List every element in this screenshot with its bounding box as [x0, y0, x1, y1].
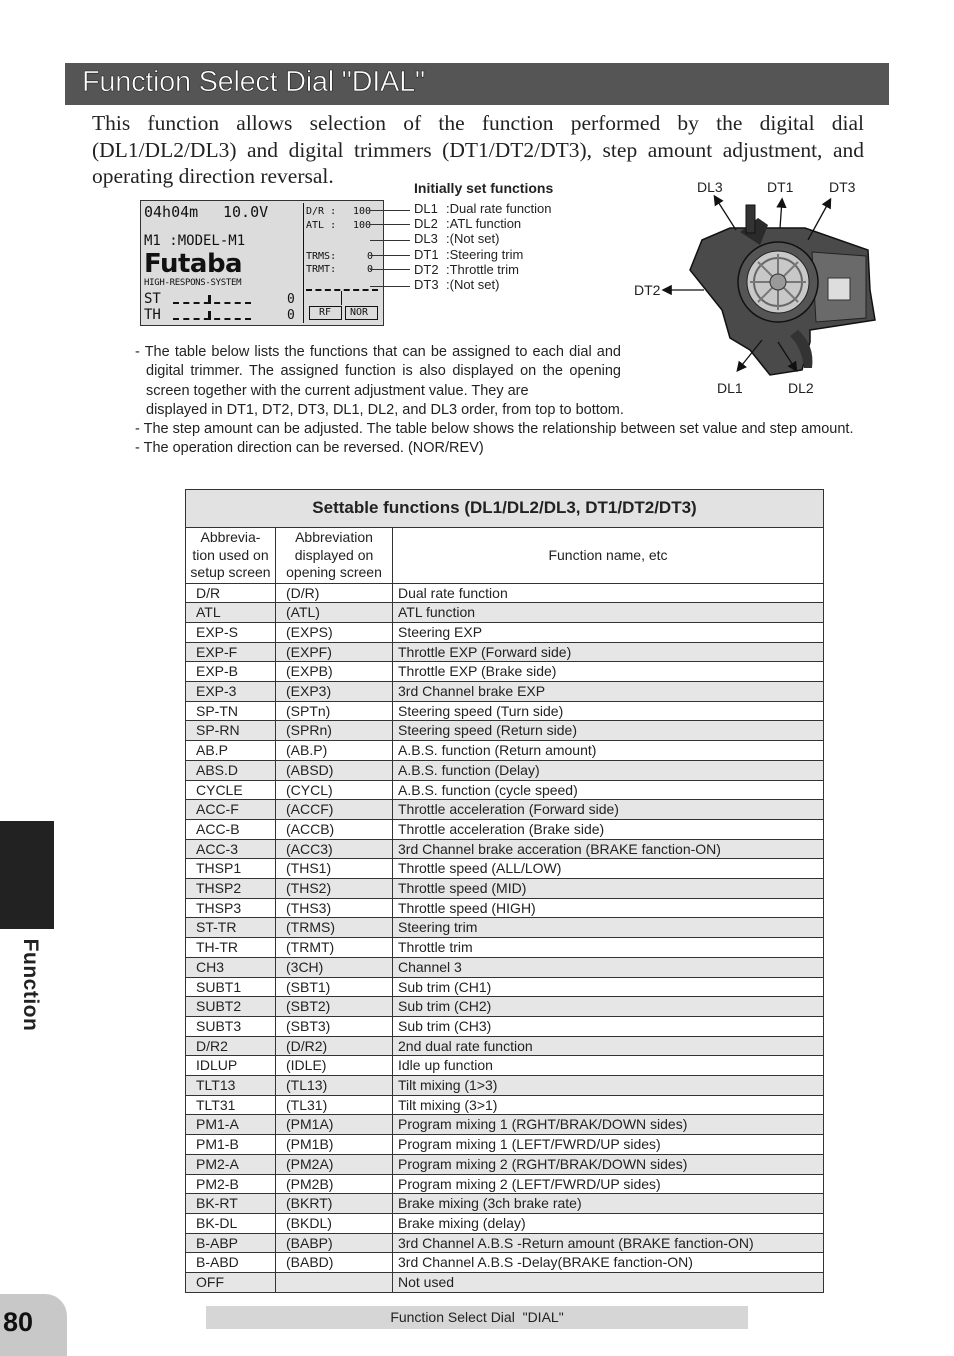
- intro-paragraph: This function allows selection of the function performed by the digital dial (DL1/DL2/DL3) and digital trimmers (DT1/DT2/DT3), step amount adjustment, and operating direction reversal.: [92, 111, 864, 188]
- initial-row-dl3: DL3 :(Not set): [414, 231, 500, 246]
- function-name-cell: Throttle speed (MID): [393, 879, 824, 899]
- leader-dl3: [370, 240, 410, 241]
- note-direction: - The operation direction can be reversed. (NOR/REV): [135, 440, 484, 457]
- table-row: [186, 1233, 824, 1253]
- table-row: [186, 1076, 824, 1096]
- table-row: [186, 1115, 824, 1135]
- lcd-trms-value: 0: [367, 251, 374, 262]
- opening-abbrev-cell: (EXPB): [276, 662, 393, 682]
- note-table-cont: displayed in DT1, DT2, DT3, DL1, DL2, and DL3 order, from top to bottom.: [146, 401, 624, 418]
- table-row: [186, 1174, 824, 1194]
- label-dl2: DL2: [788, 380, 814, 396]
- section-tab: [0, 821, 54, 929]
- notes: [135, 343, 863, 459]
- lcd-trms-label: TRMS:: [306, 251, 337, 262]
- function-name-cell: Program mixing 2 (RGHT/BRAK/DOWN sides): [393, 1154, 824, 1174]
- function-name-cell: Program mixing 1 (RGHT/BRAK/DOWN sides): [393, 1115, 824, 1135]
- opening-abbrev-cell: (IDLE): [276, 1056, 393, 1076]
- table-row: [186, 859, 824, 879]
- lcd-voltage: 10.0V: [223, 203, 269, 221]
- table-row: [186, 780, 824, 800]
- lcd-th-value: 0: [287, 308, 295, 323]
- function-name-cell: Steering speed (Turn side): [393, 701, 824, 721]
- function-name-cell: 3rd Channel A.B.S -Delay(BRAKE fanction-ON): [393, 1253, 824, 1273]
- table-title: Settable functions (DL1/DL2/DL3, DT1/DT2/DT3): [186, 490, 824, 528]
- label-dl3: DL3: [697, 179, 723, 195]
- settable-functions-table: [185, 489, 824, 1293]
- table-row: [186, 898, 824, 918]
- function-name-cell: Throttle EXP (Brake side): [393, 662, 824, 682]
- table-row: [186, 1253, 824, 1273]
- setup-abbrev-cell: THSP1: [186, 859, 276, 879]
- table-row: [186, 1056, 824, 1076]
- opening-abbrev-cell: (PM1A): [276, 1115, 393, 1135]
- opening-abbrev-cell: [276, 1273, 393, 1293]
- table-row: [186, 1135, 824, 1155]
- opening-abbrev-cell: (PM1B): [276, 1135, 393, 1155]
- lcd-mode-1: RF: [319, 307, 332, 318]
- table-row: [186, 957, 824, 977]
- leader-dt2: [370, 269, 410, 270]
- function-name-cell: A.B.S. function (cycle speed): [393, 780, 824, 800]
- setup-abbrev-cell: EXP-3: [186, 682, 276, 702]
- setup-abbrev-cell: PM1-B: [186, 1135, 276, 1155]
- table-row: [186, 760, 824, 780]
- function-name-cell: Tilt mixing (1>3): [393, 1076, 824, 1096]
- setup-abbrev-cell: SUBT2: [186, 997, 276, 1017]
- setup-abbrev-cell: AB.P: [186, 741, 276, 761]
- setup-abbrev-cell: BK-RT: [186, 1194, 276, 1214]
- function-name-cell: Throttle EXP (Forward side): [393, 642, 824, 662]
- opening-abbrev-cell: (BABD): [276, 1253, 393, 1273]
- table-row: [186, 819, 824, 839]
- function-name-cell: A.B.S. function (Return amount): [393, 741, 824, 761]
- setup-abbrev-cell: CH3: [186, 957, 276, 977]
- lcd-st-marker: [208, 295, 211, 304]
- function-name-cell: Dual rate function: [393, 583, 824, 603]
- table-row: [186, 682, 824, 702]
- lcd-st-value: 0: [287, 292, 295, 307]
- opening-abbrev-cell: (PM2B): [276, 1174, 393, 1194]
- leader-dl1: [370, 210, 410, 211]
- setup-abbrev-cell: ACC-B: [186, 819, 276, 839]
- section-label: Function: [19, 938, 42, 1032]
- setup-abbrev-cell: IDLUP: [186, 1056, 276, 1076]
- opening-abbrev-cell: (SBT2): [276, 997, 393, 1017]
- lcd-atl-value: 100: [353, 220, 372, 231]
- opening-abbrev-cell: (TL13): [276, 1076, 393, 1096]
- function-name-cell: Brake mixing (3ch brake rate): [393, 1194, 824, 1214]
- setup-abbrev-cell: PM2-B: [186, 1174, 276, 1194]
- initial-row-dt2: DT2 :Throttle trim: [414, 262, 519, 277]
- leader-dt1: [370, 255, 410, 256]
- label-dt2: DT2: [634, 282, 661, 298]
- table-row: [186, 1016, 824, 1036]
- opening-abbrev-cell: (TRMT): [276, 938, 393, 958]
- opening-abbrev-cell: (ATL): [276, 603, 393, 623]
- futaba-logo: Futaba: [144, 249, 243, 279]
- note-step: - The step amount can be adjusted. The table below shows the relationship between set value and step amount.: [135, 421, 854, 438]
- opening-abbrev-cell: (EXPS): [276, 622, 393, 642]
- table-row: [186, 1273, 824, 1293]
- setup-abbrev-cell: EXP-F: [186, 642, 276, 662]
- label-dl1: DL1: [717, 380, 743, 396]
- function-name-cell: Throttle speed (ALL/LOW): [393, 859, 824, 879]
- setup-abbrev-cell: PM1-A: [186, 1115, 276, 1135]
- opening-abbrev-cell: (THS1): [276, 859, 393, 879]
- lcd-timer: 04h04m: [144, 203, 199, 221]
- table-row: [186, 997, 824, 1017]
- setup-abbrev-cell: D/R: [186, 583, 276, 603]
- opening-abbrev-cell: (TL31): [276, 1095, 393, 1115]
- opening-abbrev-cell: (SPRn): [276, 721, 393, 741]
- function-name-cell: 3rd Channel brake EXP: [393, 682, 824, 702]
- function-name-cell: 3rd Channel brake acceration (BRAKE fanction-ON): [393, 839, 824, 859]
- setup-abbrev-cell: D/R2: [186, 1036, 276, 1056]
- opening-abbrev-cell: (D/R2): [276, 1036, 393, 1056]
- setup-abbrev-cell: SUBT1: [186, 977, 276, 997]
- function-name-cell: Idle up function: [393, 1056, 824, 1076]
- page-number: 80: [3, 1307, 34, 1337]
- function-name-cell: Brake mixing (delay): [393, 1214, 824, 1234]
- table-row: [186, 1154, 824, 1174]
- setup-abbrev-cell: B-ABP: [186, 1233, 276, 1253]
- table-row: [186, 938, 824, 958]
- setup-abbrev-cell: BK-DL: [186, 1214, 276, 1234]
- function-name-cell: Throttle acceleration (Brake side): [393, 819, 824, 839]
- lcd-dr-label: D/R :: [306, 206, 337, 217]
- leader-dt3: [370, 286, 410, 287]
- setup-abbrev-cell: SP-TN: [186, 701, 276, 721]
- table-row: [186, 1095, 824, 1115]
- opening-abbrev-cell: (EXPF): [276, 642, 393, 662]
- table-row: [186, 622, 824, 642]
- lcd-model: M1 :MODEL-M1: [144, 233, 246, 249]
- table-row: [186, 918, 824, 938]
- table-row: [186, 701, 824, 721]
- setup-abbrev-cell: SP-RN: [186, 721, 276, 741]
- function-name-cell: 2nd dual rate function: [393, 1036, 824, 1056]
- opening-abbrev-cell: (SPTn): [276, 701, 393, 721]
- setup-abbrev-cell: OFF: [186, 1273, 276, 1293]
- label-dt3: DT3: [829, 179, 856, 195]
- opening-abbrev-cell: (SBT3): [276, 1016, 393, 1036]
- function-name-cell: Not used: [393, 1273, 824, 1293]
- lcd-th-marker: [208, 311, 211, 320]
- lcd-trmt-label: TRMT:: [306, 264, 337, 275]
- opening-abbrev-cell: (BKRT): [276, 1194, 393, 1214]
- function-name-cell: Sub trim (CH1): [393, 977, 824, 997]
- lcd-th-label: TH: [144, 307, 161, 323]
- setup-abbrev-cell: ATL: [186, 603, 276, 623]
- lcd-th-bar: [173, 318, 251, 320]
- table-row: [186, 721, 824, 741]
- setup-abbrev-cell: SUBT3: [186, 1016, 276, 1036]
- opening-abbrev-cell: (THS3): [276, 898, 393, 918]
- lcd-tagline: HIGH-RESPONS-SYSTEM: [144, 278, 242, 288]
- opening-abbrev-cell: (ACCB): [276, 819, 393, 839]
- table-row: [186, 603, 824, 623]
- label-dt1: DT1: [767, 179, 794, 195]
- lcd-st-label: ST: [144, 291, 161, 307]
- table-row: [186, 1194, 824, 1214]
- opening-abbrev-cell: (BABP): [276, 1233, 393, 1253]
- function-name-cell: Steering EXP: [393, 622, 824, 642]
- initial-functions-heading: Initially set functions: [414, 180, 554, 196]
- opening-abbrev-cell: (SBT1): [276, 977, 393, 997]
- table-row: [186, 1214, 824, 1234]
- setup-abbrev-cell: EXP-B: [186, 662, 276, 682]
- table-row: [186, 839, 824, 859]
- function-name-cell: Program mixing 1 (LEFT/FWRD/UP sides): [393, 1135, 824, 1155]
- function-name-cell: Sub trim (CH3): [393, 1016, 824, 1036]
- opening-abbrev-cell: (BKDL): [276, 1214, 393, 1234]
- initial-row-dt3: DT3 :(Not set): [414, 277, 500, 292]
- lcd-dr-value: 100: [353, 206, 372, 217]
- setup-abbrev-cell: TH-TR: [186, 938, 276, 958]
- table-row: [186, 879, 824, 899]
- lcd-atl-label: ATL :: [306, 220, 337, 231]
- initial-row-dt1: DT1 :Steering trim: [414, 247, 524, 262]
- setup-abbrev-cell: ACC-F: [186, 800, 276, 820]
- setup-abbrev-cell: ST-TR: [186, 918, 276, 938]
- opening-abbrev-cell: (AB.P): [276, 741, 393, 761]
- lcd-graph-line: [306, 289, 378, 291]
- table-row: [186, 662, 824, 682]
- col-header-function-name: Function name, etc: [393, 528, 824, 584]
- setup-abbrev-cell: ABS.D: [186, 760, 276, 780]
- table-row: [186, 741, 824, 761]
- opening-abbrev-cell: (PM2A): [276, 1154, 393, 1174]
- opening-abbrev-cell: (ABSD): [276, 760, 393, 780]
- table-row: [186, 642, 824, 662]
- lcd-graph-tick: [341, 291, 342, 305]
- setup-abbrev-cell: EXP-S: [186, 622, 276, 642]
- function-name-cell: Throttle acceleration (Forward side): [393, 800, 824, 820]
- opening-abbrev-cell: (ACC3): [276, 839, 393, 859]
- lcd-st-bar: [173, 302, 251, 304]
- lcd-divider: [303, 203, 304, 323]
- table-row: [186, 1036, 824, 1056]
- opening-abbrev-cell: (THS2): [276, 879, 393, 899]
- function-name-cell: Sub trim (CH2): [393, 997, 824, 1017]
- function-name-cell: A.B.S. function (Delay): [393, 760, 824, 780]
- opening-abbrev-cell: (EXP3): [276, 682, 393, 702]
- setup-abbrev-cell: TLT31: [186, 1095, 276, 1115]
- lcd-screen: [140, 200, 384, 326]
- function-name-cell: Program mixing 2 (LEFT/FWRD/UP sides): [393, 1174, 824, 1194]
- function-name-cell: Steering trim: [393, 918, 824, 938]
- function-name-cell: ATL function: [393, 603, 824, 623]
- initial-row-dl1: DL1 :Dual rate function: [414, 201, 552, 216]
- table-body: [186, 583, 824, 1292]
- initial-row-dl2: DL2 :ATL function: [414, 216, 522, 231]
- function-name-cell: Steering speed (Return side): [393, 721, 824, 741]
- setup-abbrev-cell: THSP2: [186, 879, 276, 899]
- table-row: [186, 800, 824, 820]
- col-header-opening-abbrev: Abbreviation displayed on opening screen: [276, 528, 393, 584]
- function-name-cell: Channel 3: [393, 957, 824, 977]
- lcd-mode-2: NOR: [350, 307, 369, 318]
- col-header-setup-abbrev: Abbrevia- tion used on setup screen: [186, 528, 276, 584]
- opening-abbrev-cell: (TRMS): [276, 918, 393, 938]
- setup-abbrev-cell: TLT13: [186, 1076, 276, 1096]
- function-name-cell: Throttle trim: [393, 938, 824, 958]
- opening-abbrev-cell: (3CH): [276, 957, 393, 977]
- setup-abbrev-cell: CYCLE: [186, 780, 276, 800]
- note-table: - The table below lists the functions that can be assigned to each dial and digital trimmer. The assigned function is also displayed on the opening screen together with the current adjustment value. They are: [135, 344, 621, 399]
- function-name-cell: 3rd Channel A.B.S -Return amount (BRAKE fanction-ON): [393, 1233, 824, 1253]
- table-row: [186, 977, 824, 997]
- opening-abbrev-cell: (CYCL): [276, 780, 393, 800]
- opening-abbrev-cell: (ACCF): [276, 800, 393, 820]
- lcd-trmt-value: 0: [367, 264, 374, 275]
- table-row: [186, 583, 824, 603]
- opening-abbrev-cell: (D/R): [276, 583, 393, 603]
- leader-dl2: [370, 224, 410, 225]
- setup-abbrev-cell: ACC-3: [186, 839, 276, 859]
- page-title: Function Select Dial "DIAL": [82, 66, 425, 98]
- function-name-cell: Tilt mixing (3>1): [393, 1095, 824, 1115]
- setup-abbrev-cell: PM2-A: [186, 1154, 276, 1174]
- function-name-cell: Throttle speed (HIGH): [393, 898, 824, 918]
- footer-title: Function Select Dial "DIAL": [390, 1309, 564, 1325]
- setup-abbrev-cell: B-ABD: [186, 1253, 276, 1273]
- setup-abbrev-cell: THSP3: [186, 898, 276, 918]
